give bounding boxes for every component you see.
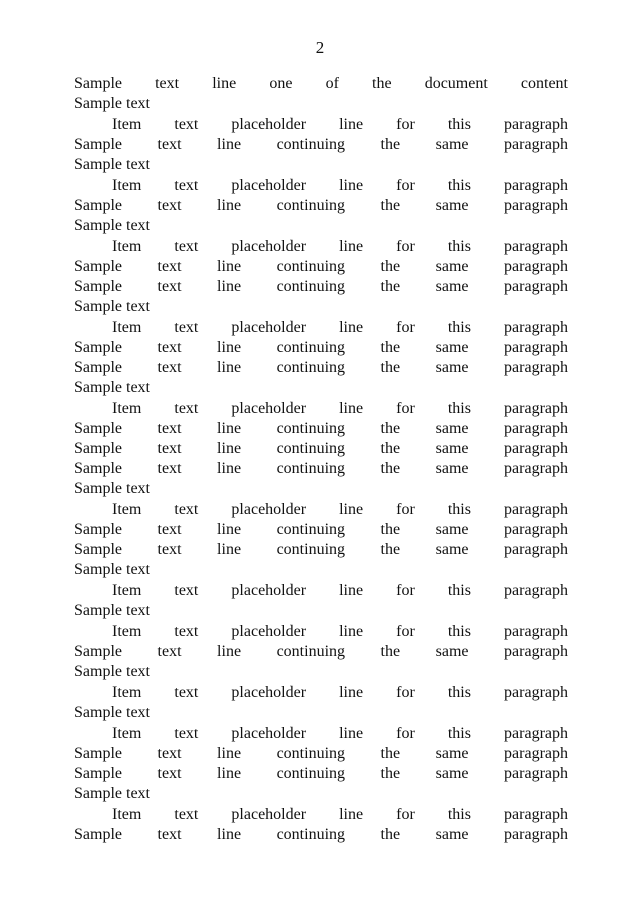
paragraph: [74, 237, 568, 317]
text-line: Sample text line continuing the same paragraph: [74, 826, 568, 843]
text-line: Sample text: [74, 298, 150, 315]
page-number: 2: [315, 38, 325, 57]
text-line: Item text placeholder line for this paragraph: [112, 319, 568, 336]
paragraph: [74, 805, 568, 845]
text-line: Item text placeholder line for this paragraph: [112, 806, 568, 823]
text-line: Item text placeholder line for this paragraph: [112, 400, 568, 417]
paragraph: [74, 500, 568, 580]
text-line: Item text placeholder line for this paragraph: [112, 501, 568, 518]
paragraph: [74, 74, 568, 114]
text-line: Sample text line one of the document content: [74, 75, 568, 92]
text-line: Sample text line continuing the same paragraph: [74, 136, 568, 153]
paragraph: [74, 724, 568, 804]
text-line: Sample text: [74, 561, 150, 578]
text-line: Sample text: [74, 480, 150, 497]
paragraph: [74, 622, 568, 682]
text-line: Sample text: [74, 602, 150, 619]
text-line: Sample text: [74, 704, 150, 721]
text-line: Sample text: [74, 95, 150, 112]
text-line: Sample text: [74, 156, 150, 173]
text-line: Item text placeholder line for this paragraph: [112, 684, 568, 701]
text-line: Item text placeholder line for this paragraph: [112, 725, 568, 742]
text-line: Sample text line continuing the same paragraph: [74, 420, 568, 437]
text-line: Sample text line continuing the same paragraph: [74, 258, 568, 275]
text-line: Sample text line continuing the same paragraph: [74, 541, 568, 558]
paragraph: [74, 683, 568, 723]
text-line: Sample text line continuing the same paragraph: [74, 643, 568, 660]
text-line: Sample text: [74, 663, 150, 680]
text-line: Sample text line continuing the same paragraph: [74, 521, 568, 538]
text-line: Sample text line continuing the same paragraph: [74, 278, 568, 295]
text-line: Item text placeholder line for this paragraph: [112, 116, 568, 133]
text-line: Sample text: [74, 785, 150, 802]
text-line: Item text placeholder line for this paragraph: [112, 238, 568, 255]
paragraph: [74, 115, 568, 175]
text-line: Item text placeholder line for this paragraph: [112, 177, 568, 194]
text-line: Item text placeholder line for this paragraph: [112, 623, 568, 640]
text-line: Sample text line continuing the same paragraph: [74, 359, 568, 376]
text-line: Sample text line continuing the same paragraph: [74, 339, 568, 356]
text-line: Item text placeholder line for this paragraph: [112, 582, 568, 599]
text-line: Sample text line continuing the same paragraph: [74, 745, 568, 762]
text-line: Sample text line continuing the same paragraph: [74, 440, 568, 457]
paragraph: [74, 318, 568, 398]
text-line: Sample text line continuing the same paragraph: [74, 765, 568, 782]
paragraph: [74, 176, 568, 236]
paragraph: [74, 581, 568, 621]
text-line: Sample text line continuing the same paragraph: [74, 197, 568, 214]
document-body: [74, 74, 568, 846]
text-line: Sample text line continuing the same paragraph: [74, 460, 568, 477]
paragraph: [74, 399, 568, 499]
text-line: Sample text: [74, 379, 150, 396]
text-line: Sample text: [74, 217, 150, 234]
